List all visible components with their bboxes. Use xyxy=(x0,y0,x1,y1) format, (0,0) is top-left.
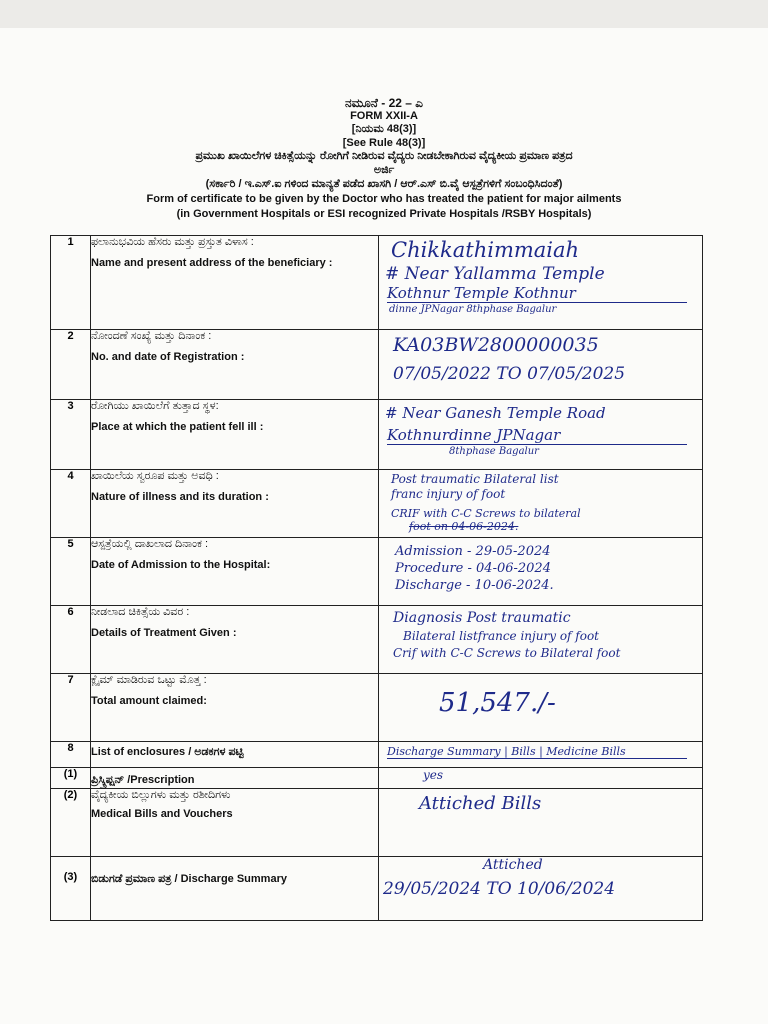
handwritten-line: Admission - 29-05-2024 xyxy=(395,544,551,559)
row-number: 1 xyxy=(51,236,91,330)
handwritten-line: Attiched xyxy=(483,857,543,873)
label-english: ಪ್ರಿಸ್ಕ್ರಿಪ್ಷನ್ /Prescription xyxy=(91,774,195,786)
form-number: FORM XXII-A xyxy=(350,110,418,122)
handwritten-amount: 51,547./- xyxy=(439,688,556,718)
label-kannada: ಕ್ಲೈಮ್ ಮಾಡಿರುವ ಒಟ್ಟು ಮೊತ್ತ : xyxy=(91,674,207,686)
table-row xyxy=(51,768,703,789)
handwritten-line: Crif with C-C Screws to Bilateral foot xyxy=(393,646,621,660)
handwritten-value[interactable] xyxy=(379,857,703,921)
row-number: 8 xyxy=(51,742,91,768)
rule-kannada: [ನಿಯಮ 48(3)] xyxy=(351,123,417,135)
handwritten-line: Procedure - 04-06-2024 xyxy=(395,561,551,576)
table-row xyxy=(51,857,703,921)
handwritten-line: KA03BW2800000035 xyxy=(393,334,599,356)
row-label xyxy=(91,470,379,538)
row-number: (2) xyxy=(51,789,91,857)
subtitle-english: (in Government Hospitals or ESI recognized Private Hospitals /RSBY Hospitals) xyxy=(176,208,592,220)
table-row xyxy=(51,236,703,330)
row-label xyxy=(91,768,379,789)
handwritten-line: 07/05/2022 TO 07/05/2025 xyxy=(393,364,626,384)
handwritten-line: Bilateral listfrance injury of foot xyxy=(403,629,600,643)
row-label xyxy=(91,742,379,768)
label-english: ಬಿಡುಗಡೆ ಪ್ರಮಾಣ ಪತ್ರ / Discharge Summary xyxy=(91,873,287,885)
handwritten-line: foot on 04-06-2024. xyxy=(409,520,519,533)
label-kannada: ನೀಡಲಾದ ಚಿಕಿತ್ಸೆಯ ವಿವರ : xyxy=(91,606,190,618)
label-english: Nature of illness and its duration : xyxy=(91,491,269,503)
handwritten-line: 29/05/2024 TO 10/06/2024 xyxy=(383,879,616,899)
label-kannada: ಆಸ್ಪತ್ರೆಯಲ್ಲಿ ದಾಖಲಾದ ದಿನಾಂಕ : xyxy=(91,538,209,550)
handwritten-line: Attiched Bills xyxy=(419,793,542,814)
handwritten-line: dinne JPNagar 8thphase Bagalur xyxy=(389,304,557,315)
label-english: Place at which the patient fell ill : xyxy=(91,421,264,433)
subtitle-kannada: (ಸರ್ಕಾರಿ / ಇ.ಎಸ್.ಐ ಗಳಿಂದ ಮಾನ್ಯತೆ ಪಡೆದ ಖಾಸಗಿ / ಆರ್.ಎಸ್ ಬಿ.ವೈ ಆಸ್ಪತ್ರೆಗಳಿಗೆ ಸಂಬಂಧಿಸಿದಂತೆ) xyxy=(205,178,563,190)
label-kannada: ಫಲಾನುಭವಿಯ ಹೆಸರು ಮತ್ತು ಪ್ರಸ್ತುತ ವಿಳಾಸ : xyxy=(91,236,254,248)
handwritten-line: Diagnosis Post traumatic xyxy=(393,610,571,626)
label-kannada: ವೈದ್ಯಕೀಯ ಬಿಲ್ಲುಗಳು ಮತ್ತು ರಶೀದಿಗಳು xyxy=(91,789,231,801)
handwritten-value[interactable] xyxy=(379,789,703,857)
row-number: 5 xyxy=(51,538,91,606)
handwritten-line: Kothnurdinne JPNagar xyxy=(387,426,687,445)
title-kannada: ಪ್ರಮುಖ ಖಾಯಿಲೆಗಳ ಚಿಕಿತ್ಸೆಯನ್ನು ರೋಗಿಗೆ ನೀಡಿರುವ ವೈದ್ಯರು ನೀಡಬೇಕಾಗಿರುವ ವೈದ್ಯಕೀಯ ಪ್ರಮಾಣ ಪತ್ರದ xyxy=(195,150,573,162)
row-label xyxy=(91,789,379,857)
handwritten-value[interactable] xyxy=(379,768,703,789)
label-kannada: ಖಾಯಿಲೆಯ ಸ್ವರೂಪ ಮತ್ತು ಅವಧಿ : xyxy=(91,470,219,482)
table-row xyxy=(51,470,703,538)
handwritten-value[interactable] xyxy=(379,330,703,400)
table-row xyxy=(51,400,703,470)
handwritten-value[interactable] xyxy=(379,606,703,674)
row-label xyxy=(91,606,379,674)
rule-english: [See Rule 48(3)] xyxy=(342,137,426,149)
handwritten-line: # Near Ganesh Temple Road xyxy=(385,404,606,422)
table-row xyxy=(51,674,703,742)
handwritten-line: Chikkathimmaiah xyxy=(391,238,580,262)
handwritten-line: yes xyxy=(423,768,444,782)
table-row xyxy=(51,330,703,400)
certificate-table xyxy=(50,235,703,921)
label-english: Date of Admission to the Hospital: xyxy=(91,559,271,571)
label-english: Medical Bills and Vouchers xyxy=(91,808,233,820)
row-number: 6 xyxy=(51,606,91,674)
handwritten-value[interactable] xyxy=(379,742,703,768)
label-kannada: ನೋಂದಣೆ ಸಂಖ್ಯೆ ಮತ್ತು ದಿನಾಂಕ : xyxy=(91,330,212,342)
title-english: Form of certificate to be given by the Doctor who has treated the patient for major ailments xyxy=(146,193,622,205)
row-number: (1) xyxy=(51,768,91,789)
row-label xyxy=(91,236,379,330)
title-kannada-suffix: ಅರ್ಜಿ xyxy=(373,164,395,176)
row-label xyxy=(91,538,379,606)
label-english: Total amount claimed: xyxy=(91,695,207,707)
table-row xyxy=(51,742,703,768)
form-number-kannada: ನಮೂನೆ - 22 – ಎ xyxy=(345,96,423,110)
row-number: 3 xyxy=(51,400,91,470)
table-row xyxy=(51,606,703,674)
handwritten-line: franc injury of foot xyxy=(391,487,506,501)
row-number: 2 xyxy=(51,330,91,400)
handwritten-line: CRIF with C-C Screws to bilateral xyxy=(391,507,581,520)
row-label xyxy=(91,857,379,921)
handwritten-line: Kothnur Temple Kothnur xyxy=(387,284,687,303)
handwritten-value[interactable] xyxy=(379,538,703,606)
row-number: (3) xyxy=(51,857,91,921)
handwritten-line: 8thphase Bagalur xyxy=(449,446,539,457)
table-row xyxy=(51,538,703,606)
row-number: 7 xyxy=(51,674,91,742)
handwritten-line: Discharge Summary | Bills | Medicine Bills xyxy=(387,745,687,759)
handwritten-value[interactable] xyxy=(379,470,703,538)
row-label xyxy=(91,674,379,742)
handwritten-value[interactable] xyxy=(379,674,703,742)
handwritten-line: Discharge - 10-06-2024. xyxy=(395,578,554,593)
row-number: 4 xyxy=(51,470,91,538)
row-label xyxy=(91,330,379,400)
row-label xyxy=(91,400,379,470)
handwritten-line: # Near Yallamma Temple xyxy=(385,264,605,284)
label-english: List of enclosures / ಅಡಕಗಳ ಪಟ್ಟಿ xyxy=(91,746,244,758)
label-english: Name and present address of the beneficiary : xyxy=(91,257,333,269)
handwritten-line: Post traumatic Bilateral list xyxy=(391,472,559,486)
handwritten-value[interactable] xyxy=(379,236,703,330)
handwritten-value[interactable] xyxy=(379,400,703,470)
label-english: No. and date of Registration : xyxy=(91,351,245,363)
table-row xyxy=(51,789,703,857)
label-kannada: ರೋಗಿಯು ಖಾಯಿಲೆಗೆ ತುತ್ತಾದ ಸ್ಥಳ: xyxy=(91,400,219,412)
label-english: Details of Treatment Given : xyxy=(91,627,237,639)
